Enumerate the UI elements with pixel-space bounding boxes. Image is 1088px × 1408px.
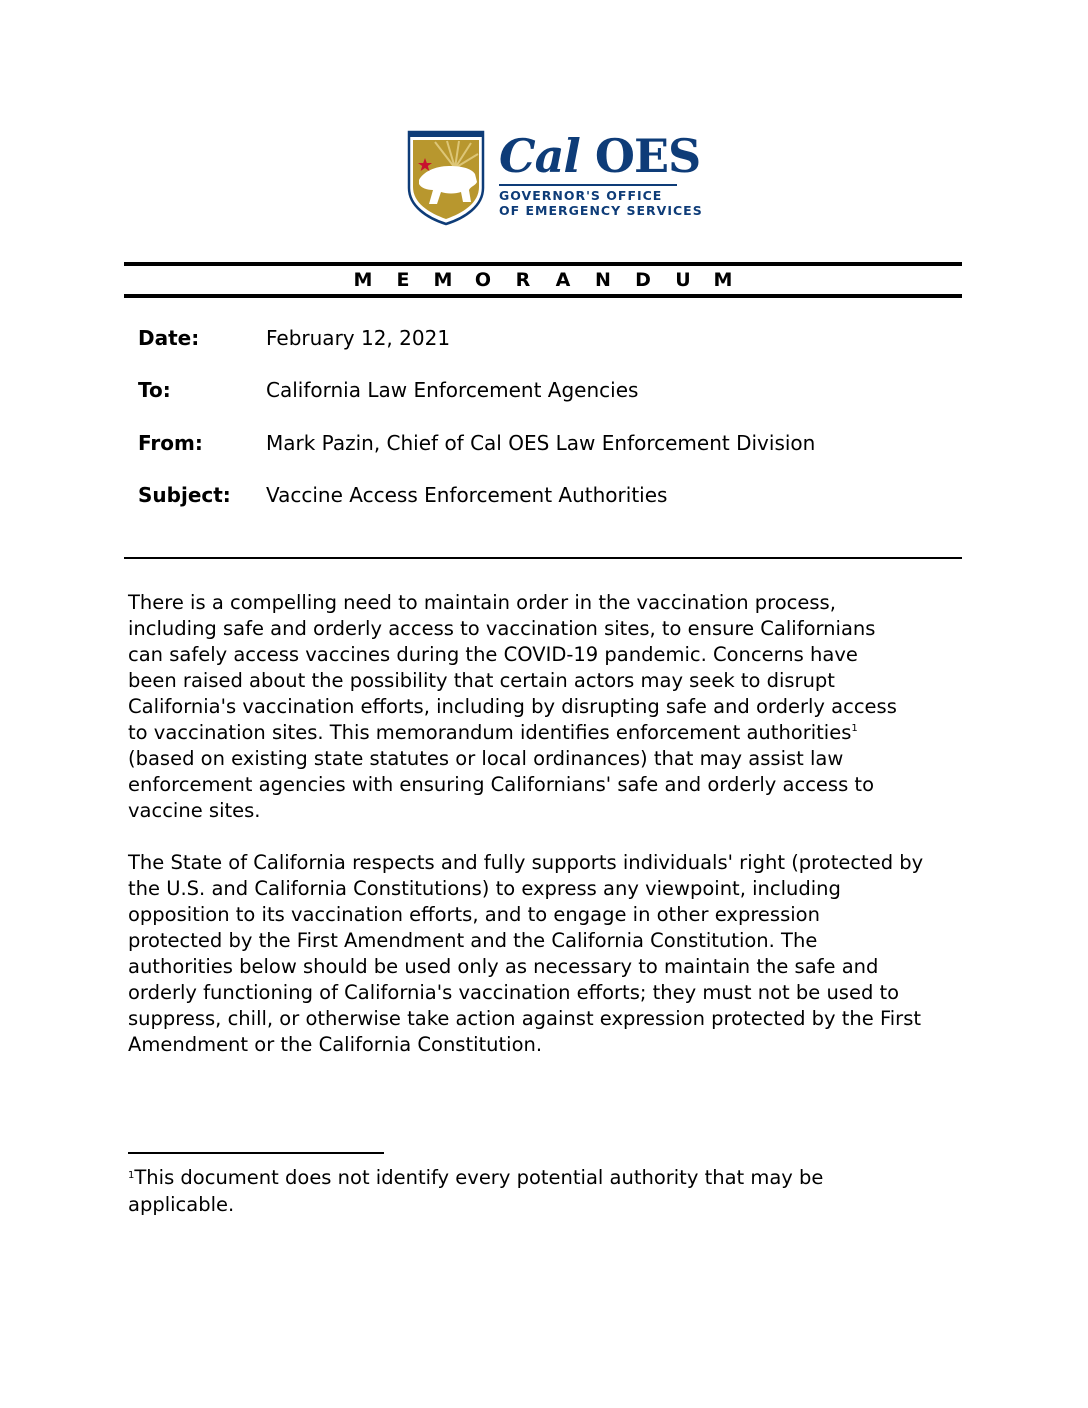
to-label: To: xyxy=(138,378,171,402)
date-value: February 12, 2021 xyxy=(266,326,451,350)
paragraph-line: can safely access vaccines during the COVID-19 pandemic. Concerns have xyxy=(128,643,858,666)
paragraph-line: There is a compelling need to maintain order in the vaccination process, xyxy=(128,591,836,614)
title-letter: R xyxy=(515,269,531,291)
title-letter: N xyxy=(595,269,611,291)
paragraph-line: orderly functioning of California's vaccination efforts; they must not be used to xyxy=(128,981,900,1004)
paragraph-line: authorities below should be used only as necessary to maintain the safe and xyxy=(128,955,879,978)
brand-subtitle-line2: OF EMERGENCY SERVICES xyxy=(499,203,703,218)
brand-block xyxy=(499,129,703,218)
brand-name: Cal OES xyxy=(499,129,701,183)
from-value: Mark Pazin, Chief of Cal OES Law Enforcement Division xyxy=(266,431,816,455)
footnote xyxy=(128,1164,823,1218)
paragraph-line: (based on existing state statutes or local ordinances) that may assist law xyxy=(128,747,844,770)
brand-divider xyxy=(499,184,677,186)
paragraph-line: enforcement agencies with ensuring Californians' safe and orderly access to xyxy=(128,773,875,796)
paragraph-line: been raised about the possibility that certain actors may seek to disrupt xyxy=(128,669,835,692)
cal-oes-shield-icon xyxy=(405,128,487,226)
footnote-line: applicable. xyxy=(128,1193,235,1216)
memorandum-title xyxy=(124,268,962,292)
title-letter: U xyxy=(675,269,691,291)
header-divider xyxy=(124,557,962,559)
footnote-separator xyxy=(128,1152,384,1154)
from-label: From: xyxy=(138,431,203,455)
line-text: to vaccination sites. This memorandum identifies enforcement authorities xyxy=(128,721,852,744)
title-letter: M xyxy=(353,269,373,291)
paragraph-line: the U.S. and California Constitutions) to express any viewpoint, including xyxy=(128,877,841,900)
title-letter: O xyxy=(474,269,492,291)
footnote-line xyxy=(128,1164,823,1191)
body-paragraph-1 xyxy=(128,590,968,824)
title-letter: D xyxy=(635,269,651,291)
paragraph-line xyxy=(128,720,968,746)
title-letter: M xyxy=(713,269,733,291)
paragraph-line: suppress, chill, or otherwise take action against expression protected by the First xyxy=(128,1007,922,1030)
paragraph-line: vaccine sites. xyxy=(128,799,261,822)
cal-oes-logo xyxy=(405,128,703,226)
brand-subtitle-line1: GOVERNOR'S OFFICE xyxy=(499,188,663,203)
to-value: California Law Enforcement Agencies xyxy=(266,378,639,402)
subject-value: Vaccine Access Enforcement Authorities xyxy=(266,483,668,507)
body-paragraph-2 xyxy=(128,850,968,1058)
title-letter: A xyxy=(555,269,571,291)
top-rule xyxy=(124,262,962,266)
date-label: Date: xyxy=(138,326,200,350)
paragraph-line: opposition to its vaccination efforts, and to engage in other expression xyxy=(128,903,820,926)
bottom-rule xyxy=(124,294,962,298)
paragraph-line: California's vaccination efforts, including by disrupting safe and orderly access xyxy=(128,695,897,718)
footnote-text: This document does not identify every potential authority that may be xyxy=(134,1166,824,1189)
paragraph-line: protected by the First Amendment and the California Constitution. The xyxy=(128,929,818,952)
subject-label: Subject: xyxy=(138,483,231,507)
title-letter: M xyxy=(433,269,453,291)
paragraph-line: The State of California respects and fully supports individuals' right (protected by xyxy=(128,851,924,874)
paragraph-line: Amendment or the California Constitution. xyxy=(128,1033,543,1056)
footnote-reference[interactable]: 1 xyxy=(851,723,858,734)
footnote-marker: 1 xyxy=(128,1170,135,1181)
paragraph-line: including safe and orderly access to vaccination sites, to ensure Californians xyxy=(128,617,876,640)
title-letter: E xyxy=(396,269,410,291)
